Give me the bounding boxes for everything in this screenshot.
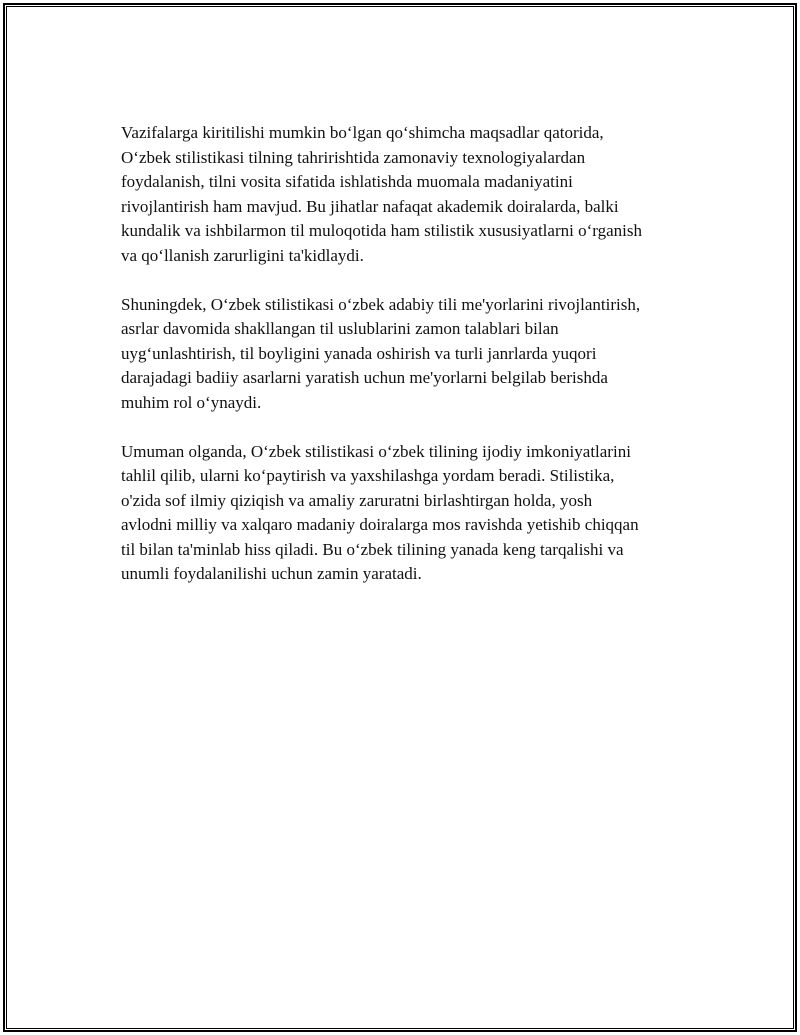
document-body (121, 121, 711, 611)
paragraph-2: Shuningdek, O‘zbek stilistikasi o‘zbek adabiy tili me'yorlarini rivojlantirish, asrlar davomida shakllangan til uslublarini zamon talablari bilan uyg‘unlashtirish, til boyligini yanada oshirish va turli janrlarda yuqori darajadagi badiiy asarlarni yaratish uchun me'yorlarni belgilab berishda muhim rol o‘ynaydi. (121, 294, 641, 412)
page-border (3, 3, 797, 1032)
paragraph-1: Vazifalarga kiritilishi mumkin bo‘lgan qo‘shimcha maqsadlar qatorida, O‘zbek stilistikasi tilning tahririshtida zamonaviy texnologiyalardan foydalanish, tilni vosita sifatida ishlatishda muomala madaniyatini rivojlantirish ham mavjud. Bu jihatlar nafaqat akademik doiralarda, balki kundalik va ishbilarmon til muloqotida ham stilistik xususiyatlarni o‘rganish va qo‘llanish zarurligini ta'kidlaydi. (121, 123, 642, 265)
paragraph-3: Umuman olganda, O‘zbek stilistikasi o‘zbek tilining ijodiy imkoniyatlarini tahlil qilib, ularni ko‘paytirish va yaxshilashga yordam beradi. Stilistika, o'zida sof ilmiy qiziqish va amaliy zaruratni birlashtirgan holda, yosh avlodni milliy va xalqaro madaniy doiralarga mos ravishda yetishib chiqqan til bilan ta'minlab hiss qiladi. Bu o‘zbek tilining yanada keng tarqalishi va unumli foydalanilishi uchun zamin yaratadi. (121, 441, 639, 583)
